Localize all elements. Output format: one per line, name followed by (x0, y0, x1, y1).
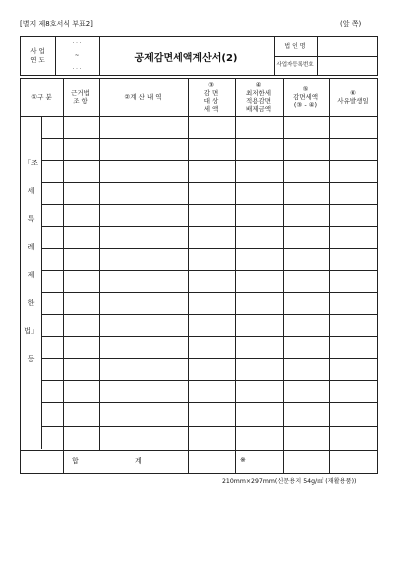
date-sep: ~ (74, 52, 80, 59)
form-label: [별지 제8호서식 부표2] (20, 20, 93, 28)
col-header-calculation: ②계 산 내 역 (124, 93, 162, 101)
col-header-reduction-target: ③ 감 면 대 상 세 액 (203, 81, 219, 113)
side-label-char: 법」 (24, 327, 38, 335)
total-mark: ※ (240, 456, 246, 464)
side-label-char: 「조 (24, 159, 38, 167)
col-header-reduction-amount: ⑤ 감면세액 (③ - ④) (292, 85, 319, 109)
side-label-char: 세 (27, 187, 35, 195)
col-header-min-tax-exclusion: ④ 최저한세 적용감면 배제금액 (245, 81, 272, 113)
total-label-2: 계 (135, 457, 142, 465)
col-header-category: ①구 분 (31, 93, 52, 101)
corp-name-label: 법 인 명 (284, 42, 306, 50)
side-label-act (21, 158, 41, 382)
biz-no-field[interactable] (318, 56, 376, 74)
deduction-table (20, 78, 378, 474)
business-year-label: 사 업 연 도 (30, 47, 45, 64)
form-title: 공제감면세액계산서(2) (134, 52, 238, 64)
corp-name-field[interactable] (318, 37, 376, 55)
date-start-placeholder: · · · (72, 39, 82, 46)
total-label-1: 합 (72, 457, 79, 465)
biz-no-label: 사업자등록번호 (276, 61, 314, 68)
side-label-char: 등 (27, 355, 35, 363)
side-label-char: 제 (27, 271, 35, 279)
col-header-occurrence-date: ⑥ 사유발생일 (337, 89, 369, 105)
paper-size-note: 210mm×297mm(신문용지 54g/㎡ (재활용품)) (222, 478, 357, 485)
side-label-char: 특 (27, 215, 35, 223)
page-side-label: (앞 쪽) (340, 20, 362, 28)
date-end-placeholder: · · · (72, 65, 82, 72)
side-label-char: 례 (27, 243, 35, 251)
col-header-legal-basis: 근거법 조 항 (71, 89, 90, 105)
side-label-char: 한 (27, 299, 35, 307)
